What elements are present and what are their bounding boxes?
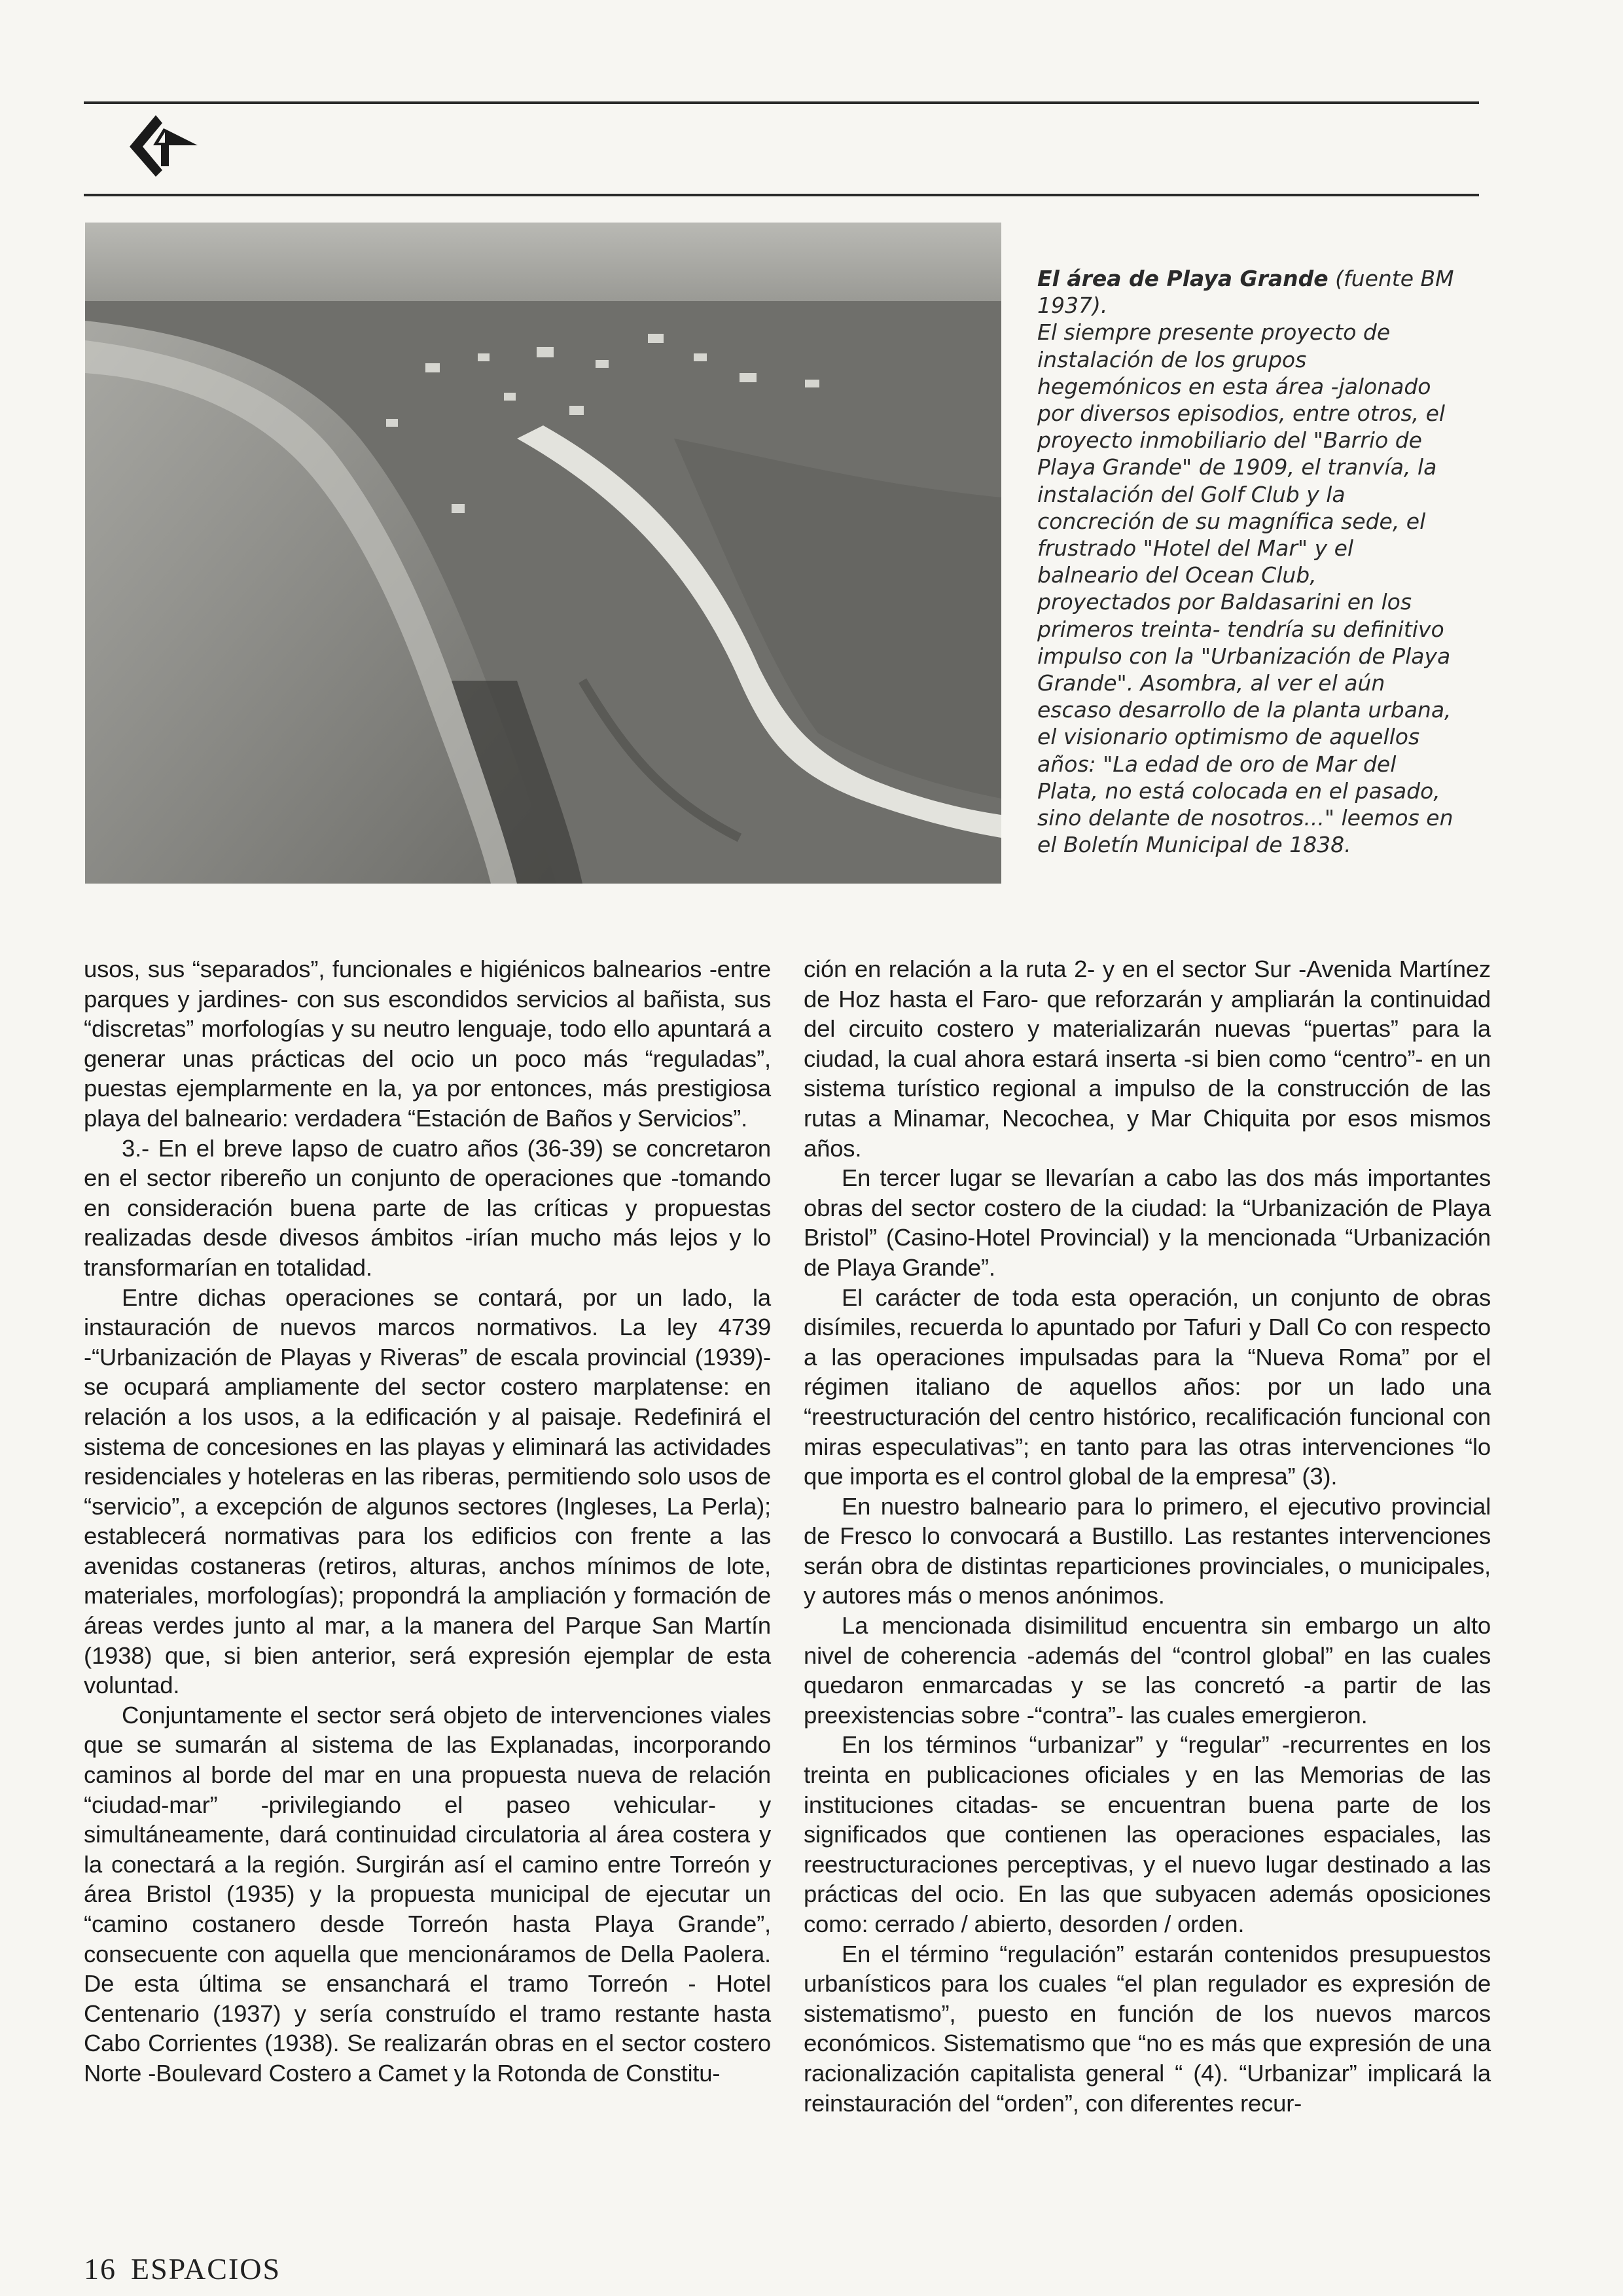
arrow-diamond-logo-icon [124,110,203,182]
paragraph: En tercer lugar se llevarían a cabo las dos más importantes obras del sector costero de la ciudad: la “Urbanización de Playa Bristol” (Casino-Hotel Provincial) y la mencionada “Urbanización de Playa Grande”. [804,1164,1491,1281]
left-text-column [84,954,771,2089]
header-rule-top [84,101,1479,104]
paragraph: Conjuntamente el sector será objeto de intervenciones viales que se sumarán al sistema de las Explanadas, incorporando caminos al borde del mar en una propuesta nueva de relación “ciudad-mar” -privilegiando el paseo vehicular- y simultáneamente, dará continuidad circulatoria al área costera y la conectará a la región. Surgirán así el camino entre Torreón y área Bristol (1935) y la propuesta municipal de ejecutar un “camino costanero desde Torreón hasta Playa Grande”, consecuente con aquella que mencionáramos de Della Paolera. De esta última se ensanchará el tramo Torreón - Hotel Centenario (1937) y sería construído el tramo restante hasta Cabo Corrientes (1938). Se realizarán obras en el sector costero Norte -Boulevard Costero a Camet y la Rotonda de Constitu- [84,1701,771,2087]
paragraph: El carácter de toda esta operación, un conjunto de obras disímiles, recuerda lo apuntado por Tafuri y Dall Co con respecto a las operaciones impulsadas para la “Nueva Roma” por el régimen italiano de aquellos años: por un lado una “reestructuración del centro histórico, recalificación funcional con miras especulativas”; en tanto para las otras intervenciones “lo que importa es el control global de la empresa” (3). [804,1283,1491,1490]
page-number: 16 [84,2252,116,2286]
caption-title: El área de Playa Grande [1037,266,1329,291]
paragraph: ción en relación a la ruta 2- y en el sector Sur -Avenida Martínez de Hoz hasta el Faro- que reforzarán y ampliarán la continuidad del circuito costero y materializarán nuevas “puertas” para la ciudad, la cual ahora estará inserta -si bien como “centro”- en un sistema turístico regional a impulso de la construcción de las rutas a Minamar, Necochea, y Mar Chiquita por esos mismos años. [804,956,1491,1162]
page-footer [84,2251,281,2286]
paragraph: La mencionada disimilitud encuentra sin embargo un alto nivel de coherencia -además del “control global” en las cuales quedaron enmarcadas y se las concretó -a partir de las preexistencias sobre -“contra”- las cuales emergieron. [804,1612,1491,1729]
paragraph: usos, sus “separados”, funcionales e higiénicos balnearios -entre parques y jardines- con sus escondidos servicios al bañista, sus “discretas” morfologías y su neutro lenguaje, todo ello apuntará a generar unas prácticas del ocio un poco más “reguladas”, puestas ejemplarmente en la, ya por entonces, más prestigiosa playa del balneario: verdadera “Estación de Baños y Servicios”. [84,956,771,1132]
paragraph: Entre dichas operaciones se contará, por un lado, la instauración de nuevos marcos normativos. La ley 4739 -“Urbanización de Playas y Riveras” de escala provincial (1939)- se ocupará ampliamente del sector costero marplatense: en relación a los usos, a la edificación y al paisaje. Redefinirá el sistema de concesiones en las playas y eliminará las actividades residenciales y hoteleras en las riberas, permitiendo solo usos de “servicio”, a excepción de algunos sectores (Ingleses, La Perla); establecerá normativas para los edificios con frente a las avenidas costaneras (retiros, alturas, anchos mínimos de lote, materiales, morfologías); propondrá la ampliación y formación de áreas verdes junto al mar, a la manera del Parque San Martín (1938) que, si bien anterior, será expresión ejemplar de esta voluntad. [84,1283,771,1699]
caption-source: (fuente BM 1937). [1037,266,1454,319]
caption-body: El siempre presente proyecto de instalación de los grupos hegemónicos en esta área -jalonado por diversos episodios, entre otros, el proyecto inmobiliario del "Barrio de Playa Grande" de 1909, el tranvía, la instalación del Golf Club y la concreción de su magnífica sede, el frustrado "Hotel del Mar" y el balneario del Ocean Club, proyectados por Baldasarini en los primeros treinta- tendría su definitivo impulso con la "Urbanización de Playa Grande". Asombra, al ver el aún escaso desarrollo de la planta urbana, el visionario optimismo de aquellos años: "La edad de oro de Mar del Plata, no está colocada en el pasado, sino delante de nosotros..." leemos en el Boletín Municipal de 1838. [1037,319,1454,858]
paragraph: 3.- En el breve lapso de cuatro años (36-39) se concretaron en el sector ribereño un conjunto de operaciones que -tomando en consideración buena parte de las críticas y propuestas realizadas desde divesos ámbitos -irían mucho más lejos y lo transformarían en totalidad. [84,1134,771,1281]
header-rule-bottom [84,194,1479,196]
paragraph: En el término “regulación” estarán contenidos presupuestos urbanísticos para los cuales “el plan regulador es expresión de sistematismo”, puesto en función de los nuevos marcos económicos. Sistematismo que “no es más que expresión de una racionalización capitalista general “ (4). “Urbanizar” implicará la reinstauración del “orden”, con diferentes recur- [804,1940,1491,2117]
magazine-name: ESPACIOS [131,2252,281,2286]
paragraph: En nuestro balneario para lo primero, el ejecutivo provincial de Fresco lo convocará a Bustillo. Las restantes intervenciones serán obra de distintas reparticiones provinciales, o municipales, y autores más o menos anónimos. [804,1492,1491,1609]
right-text-column [804,954,1491,2118]
figure-caption [1037,265,1456,858]
paragraph: En los términos “urbanizar” y “regular” -recurrentes en los treinta en publicaciones oficiales y en las Memorias de las instituciones citadas- se encuentran buena parte de los significados que contienen las operaciones espaciales, las reestructuraciones perceptivas, y el nuevo lugar destinado a las prácticas del ocio. En las que subyacen además oposiciones como: cerrado / abierto, desorden / orden. [804,1731,1491,1937]
aerial-photo-playa-grande-icon [85,223,1001,884]
